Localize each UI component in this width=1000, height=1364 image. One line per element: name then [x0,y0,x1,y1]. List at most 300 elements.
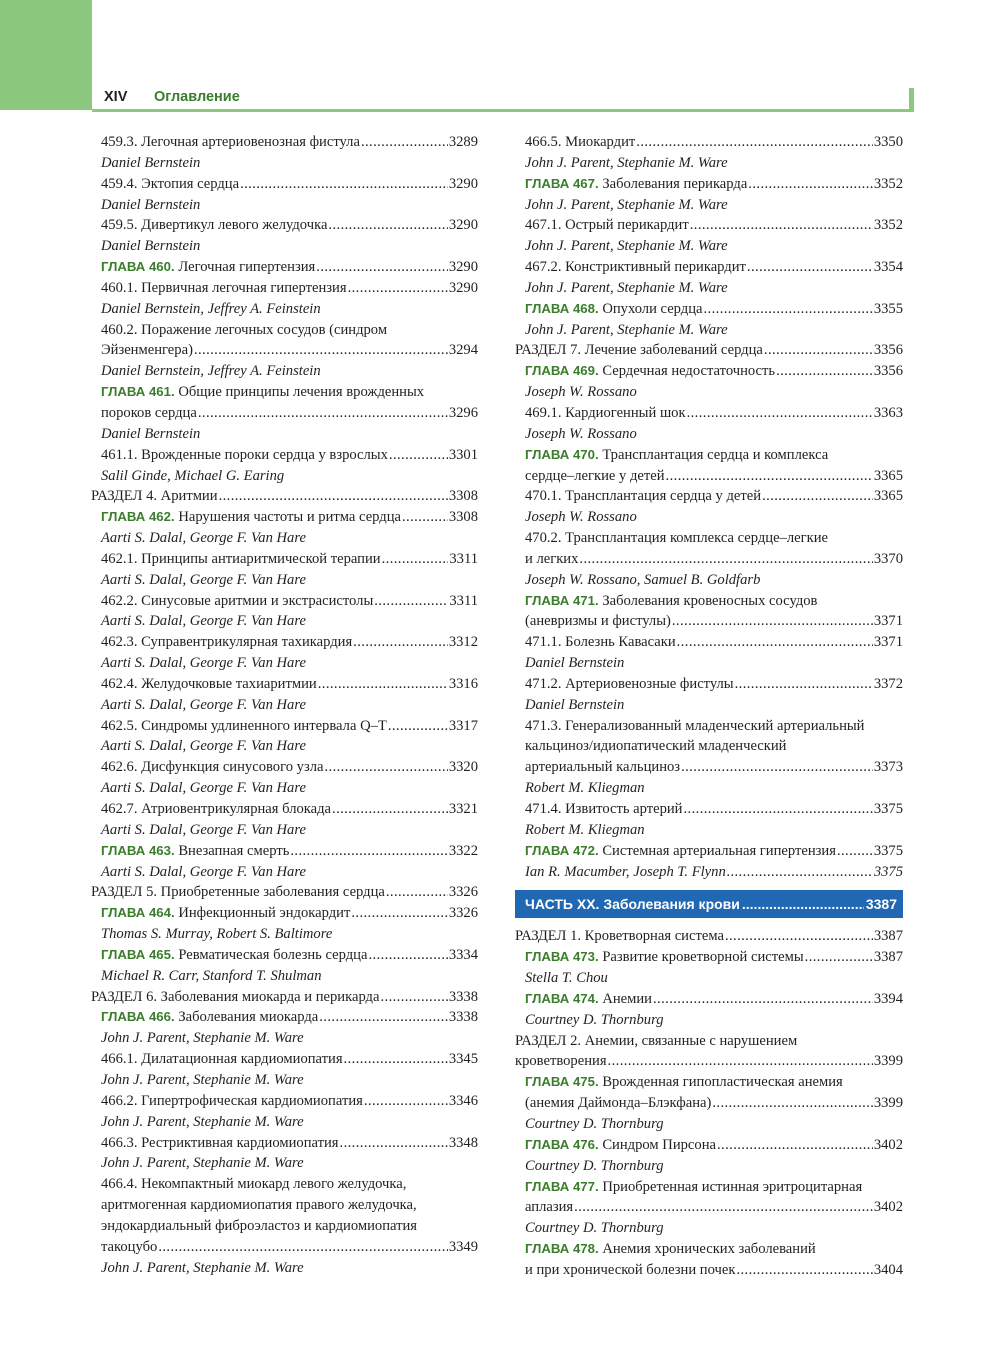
leader-dots [776,361,873,382]
leader-dots [351,903,447,924]
chapter-label: ГЛАВА 467. [525,175,599,191]
leader-dots [324,757,447,778]
leader-dots [636,132,873,153]
entry-title: Заболевания кровеносных сосудов [602,592,818,609]
chapter-label: ГЛАВА 475. [525,1074,599,1090]
toc-chapter-line [515,1177,903,1198]
toc-entry-line: эндокардиальный фиброэластоз и кардиомиопатия [101,1217,418,1234]
toc-chapter[interactable] [515,841,903,862]
entry-text [91,486,218,507]
leader-dots [666,466,873,487]
entry-title: 462.5. Синдромы удлиненного интервала Q–T [101,717,387,734]
entry-text [101,215,327,236]
toc-entry[interactable] [515,862,903,883]
toc-author: Aarti S. Dalal, George F. Van Hare [101,530,306,547]
entry-text [101,945,367,966]
toc-chapter[interactable] [515,1072,903,1093]
toc-entry-line: кальциноз/идиопатический младенческий [525,738,787,755]
toc-section[interactable] [91,882,478,903]
chapter-label: ГЛАВА 463. [101,842,175,858]
toc-chapter[interactable] [91,257,478,278]
entry-text [525,466,665,487]
entry-text [101,278,347,299]
page-ref: 3402 [873,1199,903,1216]
page-ref: 3301 [448,446,478,463]
leader-dots [240,174,448,195]
entry-title: Опухоли сердца [602,300,703,317]
entry-title: и легких [525,550,579,567]
entry-title: 462.7. Атриовентрикулярная блокада [101,801,332,817]
entry-title: и при хронической болезни почек [525,1261,736,1278]
toc-left-column [91,132,478,1278]
page-ref: 3370 [873,550,903,567]
chapter-label: ГЛАВА 473. [525,949,599,965]
leader-dots [735,674,873,695]
page-ref: 3290 [448,259,478,276]
entry-text [101,757,323,778]
page-ref: 3321 [448,801,478,817]
toc-entry[interactable] [515,132,903,153]
leader-dots [388,716,448,737]
entry-title: Заболевания перикарда [602,175,748,192]
entry-title: Ревматическая болезнь сердца [178,946,368,963]
toc-section[interactable] [91,987,478,1008]
toc-author: Aarti S. Dalal, George F. Van Hare [101,571,306,588]
page-ref: 3375 [873,863,903,880]
leader-dots [198,403,448,424]
entry-title: 462.1. Принципы антиаритмической терапии [101,550,381,567]
toc-author: Courtney D. Thornburg [525,1011,664,1028]
entry-title: Анемии [602,990,652,1007]
entry-title: 462.2. Синусовые аритмии и экстрасистолы [101,592,374,609]
toc-entry[interactable] [515,632,903,653]
page-ref: 3294 [448,342,478,359]
leader-dots [653,989,873,1010]
corner-color-block [0,0,92,110]
toc-section[interactable] [515,340,903,361]
toc-right-column [515,132,903,1281]
entry-text [101,674,317,695]
entry-title: 466.2. Гипертрофическая кардиомиопатия [101,1092,363,1109]
toc-entry-line: 471.3. Генерализованный младенческий артериальный [525,717,865,734]
entry-text [101,1049,343,1070]
page-ref: 3345 [448,1051,478,1068]
entry-title: (анемия Даймонда–Блэкфана) [525,1095,712,1112]
page-ref: 3338 [448,1009,478,1026]
entry-text [525,947,804,968]
toc-entry[interactable] [515,549,903,570]
toc-chapter-line [515,591,903,612]
toc-entry-line: аритмогенная кардиомиопатия правого желудочка, [101,1197,417,1214]
entry-text [101,1091,363,1112]
toc-chapter[interactable] [91,841,478,862]
toc-entry[interactable] [515,611,903,632]
entry-text [525,486,761,507]
page-ref: 3308 [448,509,478,526]
part-title: Заболевания крови [603,896,740,913]
leader-dots [402,507,448,528]
entry-title: Анемии, связанные с нарушением [584,1032,798,1049]
entry-title: 459.4. Эктопия сердца [101,175,240,192]
toc-entry[interactable] [91,716,478,737]
toc-author: Salil Ginde, Michael G. Earing [101,467,285,484]
entry-title: Трансплантация сердца и комплекса [602,446,829,463]
toc-chapter[interactable] [91,1007,478,1028]
toc-author: Robert M. Kliegman [525,780,645,797]
entry-title: 466.5. Миокардит [525,134,636,150]
toc-entry[interactable] [515,757,903,778]
toc-author: John J. Parent, Stephanie M. Ware [101,1155,304,1172]
entry-title: 459.5. Дивертикул левого желудочка [101,217,328,234]
entry-text [525,1260,735,1281]
entry-title: 462.4. Желудочковые тахиаритмии [101,675,317,692]
entry-text [101,1237,157,1258]
leader-dots [361,132,448,153]
entry-text [101,174,239,195]
toc-entry[interactable] [91,215,478,236]
entry-text [525,174,747,195]
page-ref: 3399 [873,1095,903,1112]
toc-chapter[interactable] [91,507,478,528]
part-page: 3387 [865,896,897,913]
toc-author: John J. Parent, Stephanie M. Ware [525,238,728,255]
toc-chapter[interactable] [515,989,903,1010]
page-ref: 3350 [873,134,903,150]
toc-entry[interactable] [91,403,478,424]
toc-section[interactable] [515,926,903,947]
entry-title: 462.6. Дисфункция синусового узла [101,759,324,776]
leader-dots [742,890,864,918]
entry-title: 460.1. Первичная легочная гипертензия [101,279,347,296]
entry-title: 466.1. Дилатационная кардиомиопатия [101,1051,343,1068]
entry-title: Аритмии [160,488,218,505]
entry-title: Приобретенные заболевания сердца [160,884,385,901]
leader-dots [348,278,448,299]
page-ref: 3316 [448,675,478,692]
page-ref: 3375 [873,842,903,859]
toc-author: Aarti S. Dalal, George F. Van Hare [101,780,306,797]
chapter-label: ГЛАВА 468. [525,300,599,316]
toc-author: Aarti S. Dalal, George F. Van Hare [101,613,306,630]
toc-section[interactable] [91,486,478,507]
leader-dots [717,1135,873,1156]
toc-entry[interactable] [515,466,903,487]
toc-author: Joseph W. Rossano [525,425,637,442]
section-label: РАЗДЕЛ 7. [515,342,582,359]
leader-dots [328,215,447,236]
page-ref: 3290 [448,279,478,296]
toc-chapter[interactable] [515,1135,903,1156]
leader-dots [353,632,448,653]
leader-dots [747,257,873,278]
entry-title: (аневризмы и фистулы) [525,613,671,630]
page-ref: 3371 [873,613,903,630]
chapter-label: ГЛАВА 472. [525,842,599,858]
toc-section-line [515,1031,903,1052]
entry-text [515,340,763,361]
entry-title: сердце–легкие у детей [525,467,665,484]
toc-author: Joseph W. Rossano [525,509,637,526]
page-ref: 3290 [448,175,478,192]
leader-dots [762,486,873,507]
entry-title: Лечение заболеваний сердца [584,342,763,359]
toc-author: Aarti S. Dalal, George F. Van Hare [101,738,306,755]
leader-dots [318,674,448,695]
section-label: РАЗДЕЛ 6. [91,988,158,1005]
toc-author: Joseph W. Rossano [525,384,637,401]
page-ref: 3317 [448,717,478,734]
page-ref: 3322 [448,842,478,859]
entry-text [101,507,401,528]
page-ref: 3356 [873,363,903,380]
toc-entry[interactable] [91,445,478,466]
toc-entry[interactable] [91,1133,478,1154]
chapter-label: ГЛАВА 469. [525,363,599,379]
toc-author: Courtney D. Thornburg [525,1115,664,1132]
page-ref: 3289 [448,134,478,150]
page-ref: 3320 [448,759,478,776]
entry-text [525,1135,716,1156]
toc-author: Thomas S. Murray, Robert S. Baltimore [101,926,333,943]
page-ref: 3352 [873,217,903,234]
toc-entry[interactable] [515,257,903,278]
page-ref: 3365 [873,488,903,505]
part-label: ЧАСТЬ XX. [525,896,600,913]
toc-entry-line: 466.4. Некомпактный миокард левого желудочка, [101,1176,407,1193]
entry-title: такоцубо [101,1238,158,1255]
entry-title: Развитие кроветворной системы [602,949,804,966]
entry-title: 471.2. Артериовенозные фистулы [525,675,734,692]
entry-title: артериальный кальциноз [525,759,681,776]
entry-title: аплазия [525,1199,574,1216]
toc-entry[interactable] [91,174,478,195]
entry-text [525,862,726,883]
page-ref: 3363 [873,404,903,421]
chapter-label: ГЛАВА 460. [101,259,175,275]
leader-dots [389,445,448,466]
entry-text [525,841,836,862]
entry-title: 462.3. Суправентрикулярная тахикардия [101,634,353,651]
page-ref: 3356 [873,342,903,359]
entry-text [525,757,680,778]
entry-title: 470.1. Трансплантация сердца у детей [525,488,762,505]
toc-author: Aarti S. Dalal, George F. Van Hare [101,863,306,880]
leader-dots [574,1197,873,1218]
toc-author: Robert M. Kliegman [525,821,645,838]
entry-title: Эйзенменгера) [101,342,193,359]
entry-text [101,903,350,924]
page-ref: 3290 [448,217,478,234]
entry-title: Ian R. Macumber, Joseph T. Flynn [525,863,726,880]
toc-author: Daniel Bernstein [101,238,201,255]
page-ref: 3349 [448,1238,478,1255]
toc-author: John J. Parent, Stephanie M. Ware [525,279,728,296]
entry-text [525,361,775,382]
entry-text [525,132,635,153]
header-rule-end [909,88,914,110]
entry-text [525,799,683,820]
page-ref: 3355 [873,300,903,317]
leader-dots [158,1237,447,1258]
chapter-label: ГЛАВА 477. [525,1178,599,1194]
toc-author: John J. Parent, Stephanie M. Ware [101,1259,304,1276]
toc-entry[interactable] [91,757,478,778]
toc-entry[interactable] [91,632,478,653]
toc-chapter[interactable] [515,174,903,195]
leader-dots [344,1049,448,1070]
entry-title: Легочная гипертензия [178,259,316,276]
toc-entry[interactable] [91,132,478,153]
chapter-label: ГЛАВА 471. [525,592,599,608]
page-ref: 3387 [873,928,903,945]
toc-entry-line: 460.2. Поражение легочных сосудов (синдром [101,321,388,338]
chapter-label: ГЛАВА 478. [525,1241,599,1257]
toc-chapter[interactable] [515,361,903,382]
chapter-label: ГЛАВА 470. [525,446,599,462]
entry-text [525,549,578,570]
toc-chapter[interactable] [515,299,903,320]
toc-entry-line: 470.2. Трансплантация комплекса сердце–легкие [525,530,828,547]
entry-text [101,716,387,737]
entry-text [101,841,289,862]
chapter-label: ГЛАВА 465. [101,946,175,962]
toc-chapter-line [515,445,903,466]
part-banner[interactable] [515,890,903,918]
page-ref: 3404 [873,1261,903,1278]
entry-title: 466.3. Рестриктивная кардиомиопатия [101,1134,339,1151]
toc-entry[interactable] [515,1051,903,1072]
entry-text [525,989,652,1010]
leader-dots [364,1091,448,1112]
toc-entry[interactable] [515,215,903,236]
toc-entry[interactable] [515,1093,903,1114]
toc-author: John J. Parent, Stephanie M. Ware [101,1030,304,1047]
page-ref: 3311 [449,550,478,567]
chapter-label: ГЛАВА 462. [101,509,175,525]
toc-entry[interactable] [515,1260,903,1281]
page-ref: 3365 [873,467,903,484]
page-ref: 3326 [448,905,478,922]
toc-author: Courtney D. Thornburg [525,1157,664,1174]
leader-dots [684,799,873,820]
toc-author: Courtney D. Thornburg [525,1220,664,1237]
toc-entry[interactable] [91,278,478,299]
chapter-label: ГЛАВА 466. [101,1009,175,1025]
page-number: XIV [104,89,128,105]
toc-chapter[interactable] [91,945,478,966]
entry-text [525,632,676,653]
toc-author: Aarti S. Dalal, George F. Van Hare [101,696,306,713]
toc-entry[interactable] [515,674,903,695]
toc-entry[interactable] [91,1049,478,1070]
toc-entry[interactable] [91,674,478,695]
entry-title: 471.1. Болезнь Кавасаки [525,634,676,651]
toc-entry[interactable] [91,799,478,820]
entry-text [525,674,734,695]
toc-entry[interactable] [515,799,903,820]
toc-author: Joseph W. Rossano, Samuel B. Goldfarb [525,571,761,588]
toc-entry[interactable] [91,340,478,361]
page-title: Оглавление [154,89,240,105]
toc-entry[interactable] [91,1091,478,1112]
leader-dots [340,1133,448,1154]
entry-text [525,257,746,278]
leader-dots [681,757,873,778]
leader-dots [332,799,448,820]
entry-title: Анемия хронических заболеваний [602,1241,816,1258]
leader-dots [579,549,872,570]
toc-chapter[interactable] [91,903,478,924]
toc-author: John J. Parent, Stephanie M. Ware [525,154,728,171]
entry-text [91,987,379,1008]
leader-dots [368,945,447,966]
entry-text [525,1197,573,1218]
entry-text [101,257,315,278]
entry-text [101,1007,318,1028]
entry-text [101,132,360,153]
toc-entry[interactable] [91,591,478,612]
toc-entry[interactable] [515,486,903,507]
toc-right-bottom [515,926,903,1280]
entry-text [515,926,724,947]
leader-dots [608,1051,873,1072]
toc-author: John J. Parent, Stephanie M. Ware [101,1113,304,1130]
toc-entry[interactable] [515,403,903,424]
page-ref: 3334 [448,946,478,963]
toc-chapter[interactable] [515,947,903,968]
page-ref: 3338 [448,988,478,1005]
chapter-label: ГЛАВА 474. [525,990,599,1006]
entry-text [525,299,703,320]
entry-title: Нарушения частоты и ритма сердца [178,509,401,526]
leader-dots [805,947,873,968]
entry-text [525,1072,843,1093]
entry-title: Синдром Пирсона [602,1136,716,1153]
leader-dots [319,1007,448,1028]
leader-dots [736,1260,872,1281]
entry-text [91,882,385,903]
toc-entry[interactable] [515,1197,903,1218]
entry-text [101,591,373,612]
leader-dots [677,632,873,653]
toc-chapter-line [515,1239,903,1260]
chapter-label: ГЛАВА 476. [525,1136,599,1152]
toc-author: Daniel Bernstein [101,196,201,213]
entry-title: Системная артериальная гипертензия [602,842,836,859]
leader-dots [380,987,447,1008]
toc-entry[interactable] [91,1237,478,1258]
entry-title: Заболевания миокарда и перикарда [160,988,380,1005]
toc-entry[interactable] [91,549,478,570]
page-ref: 3394 [873,990,903,1007]
entry-text [525,611,671,632]
page-ref: 3399 [873,1053,903,1070]
leader-dots [687,403,873,424]
chapter-label: ГЛАВА 461. [101,384,175,400]
entry-title: 461.1. Врожденные пороки сердца у взрослых [101,446,388,463]
page-ref: 3354 [873,259,903,276]
entry-title: Инфекционный эндокардит [178,905,351,922]
leader-dots [712,1093,872,1114]
page-ref: 3352 [873,175,903,192]
section-label: РАЗДЕЛ 4. [91,488,158,505]
page-ref: 3326 [448,884,478,901]
page-ref: 3311 [449,592,478,609]
page-ref: 3312 [448,634,478,651]
toc-author: Stella T. Chou [525,970,608,987]
leader-dots [748,174,873,195]
toc-author: Aarti S. Dalal, George F. Van Hare [101,655,306,672]
